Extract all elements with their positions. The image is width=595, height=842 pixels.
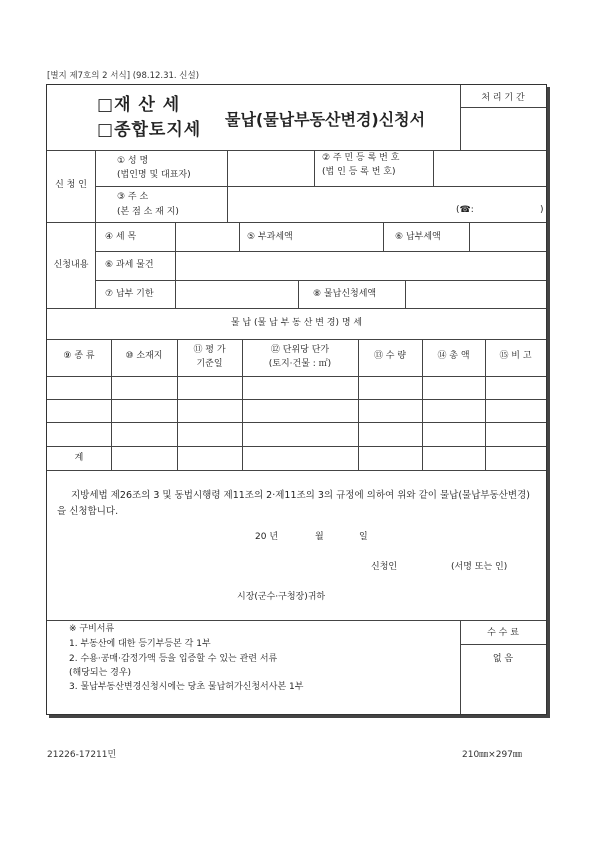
documents-item-2-note: (해당되는 경우) [69, 668, 132, 678]
title-option-property-tax[interactable]: □재 산 세 [97, 95, 181, 115]
table-row[interactable] [47, 400, 546, 422]
column-header-unit-price-sub: (토지·건물 : ㎡) [268, 359, 332, 369]
address-label: ③ 주 소 [117, 192, 149, 202]
paid-amount-label: ⑥ 납부세액 [395, 232, 441, 242]
addressee: 시장(군수·구청장)귀하 [237, 592, 326, 602]
date-day: 일 [359, 532, 368, 542]
date-month: 월 [315, 532, 324, 542]
form-code: 21226-17211민 [47, 750, 117, 760]
column-header-location: ⑩ 소재지 [125, 351, 163, 361]
checkbox-icon[interactable]: □ [97, 95, 115, 115]
title-option-land-tax[interactable]: □종합토지세 [97, 120, 202, 140]
processing-period-label: 처 리 기 간 [481, 93, 525, 103]
name-label: ① 성 명 [117, 156, 149, 166]
tax-amount-label: ⑤ 부과세액 [247, 232, 293, 242]
id-number-label: ② 주 민 등 록 번 호 [322, 153, 400, 163]
content-section-label: 신청내용 [53, 260, 89, 270]
address-input[interactable] [228, 187, 458, 222]
name-sublabel: (법인명 및 대표자) [117, 170, 191, 180]
paid-amount-input[interactable] [470, 223, 545, 251]
column-header-valuation: ⑪ 평 가 [193, 345, 226, 355]
due-date-label: ⑦ 납부 기한 [105, 289, 154, 299]
signature-note: (서명 또는 인) [451, 562, 508, 572]
column-header-valuation-sub: 기준일 [196, 359, 223, 369]
address-sublabel: (본 점 소 재 지) [117, 207, 179, 217]
tax-object-input[interactable] [176, 252, 545, 280]
form-number: [별지 제7호의 2 서식] (98.12.31. 신설) [47, 71, 200, 81]
checkbox-icon[interactable]: □ [97, 120, 115, 140]
id-number-sublabel: (법 인 등 록 번 호) [322, 167, 396, 177]
request-amount-input[interactable] [406, 281, 545, 308]
column-header-total: ⑭ 총 액 [437, 351, 470, 361]
tax-item-input[interactable] [176, 223, 238, 251]
paper-size: 210㎜×297㎜ [462, 750, 522, 760]
due-date-input[interactable] [176, 281, 297, 308]
applicant-signature-label: 신청인 [371, 562, 398, 572]
documents-item-3: 3. 물납부동산변경신청시에는 당초 물납허가신청서사본 1부 [69, 682, 304, 692]
column-header-quantity: ⑬ 수 량 [373, 351, 407, 361]
documents-item-2: 2. 수용·공매·감정가액 등을 입증할 수 있는 관련 서류 [69, 654, 278, 664]
total-row-label: 계 [74, 453, 84, 463]
phone-icon: (☎: [456, 205, 474, 215]
form-title: 물납(물납부동산변경)신청서 [225, 110, 426, 129]
fee-value: 없 음 [492, 654, 514, 664]
detail-table-title: 물 납 (물 납 부 동 산 변 경) 명 세 [230, 318, 363, 328]
phone-label [456, 206, 474, 215]
column-header-remarks: ⑮ 비 고 [499, 351, 532, 361]
applicant-section-label: 신 청 인 [55, 180, 87, 190]
documents-title: ※ 구비서류 [69, 624, 115, 634]
total-row[interactable] [112, 447, 546, 470]
id-number-input[interactable] [434, 151, 545, 186]
tax-item-label: ④ 세 목 [105, 232, 137, 242]
documents-item-1: 1. 부동산에 대한 등기부등본 각 1부 [69, 639, 211, 649]
table-row[interactable] [47, 423, 546, 446]
tax-object-label: ⑥ 과세 물건 [105, 260, 154, 270]
date-year: 20 년 [255, 532, 279, 542]
request-amount-label: ⑧ 물납신청세액 [313, 289, 377, 299]
fee-label: 수 수 료 [487, 628, 519, 638]
tax-amount-input[interactable] [298, 223, 382, 251]
application-form [46, 84, 547, 715]
phone-close-paren: ) [540, 205, 544, 215]
statement-text: 지방세법 제26조의 3 및 동법시행령 제11조의 2·제11조의 3의 규정에 의하여 위와 같이 물납(물납부동산변경)을 신청합니다. [57, 490, 530, 517]
column-header-unit-price: ⑫ 단위당 단가 [270, 345, 330, 355]
column-header-type: ⑨ 종 류 [63, 351, 95, 361]
table-row[interactable] [47, 377, 546, 399]
name-input[interactable] [228, 151, 313, 186]
